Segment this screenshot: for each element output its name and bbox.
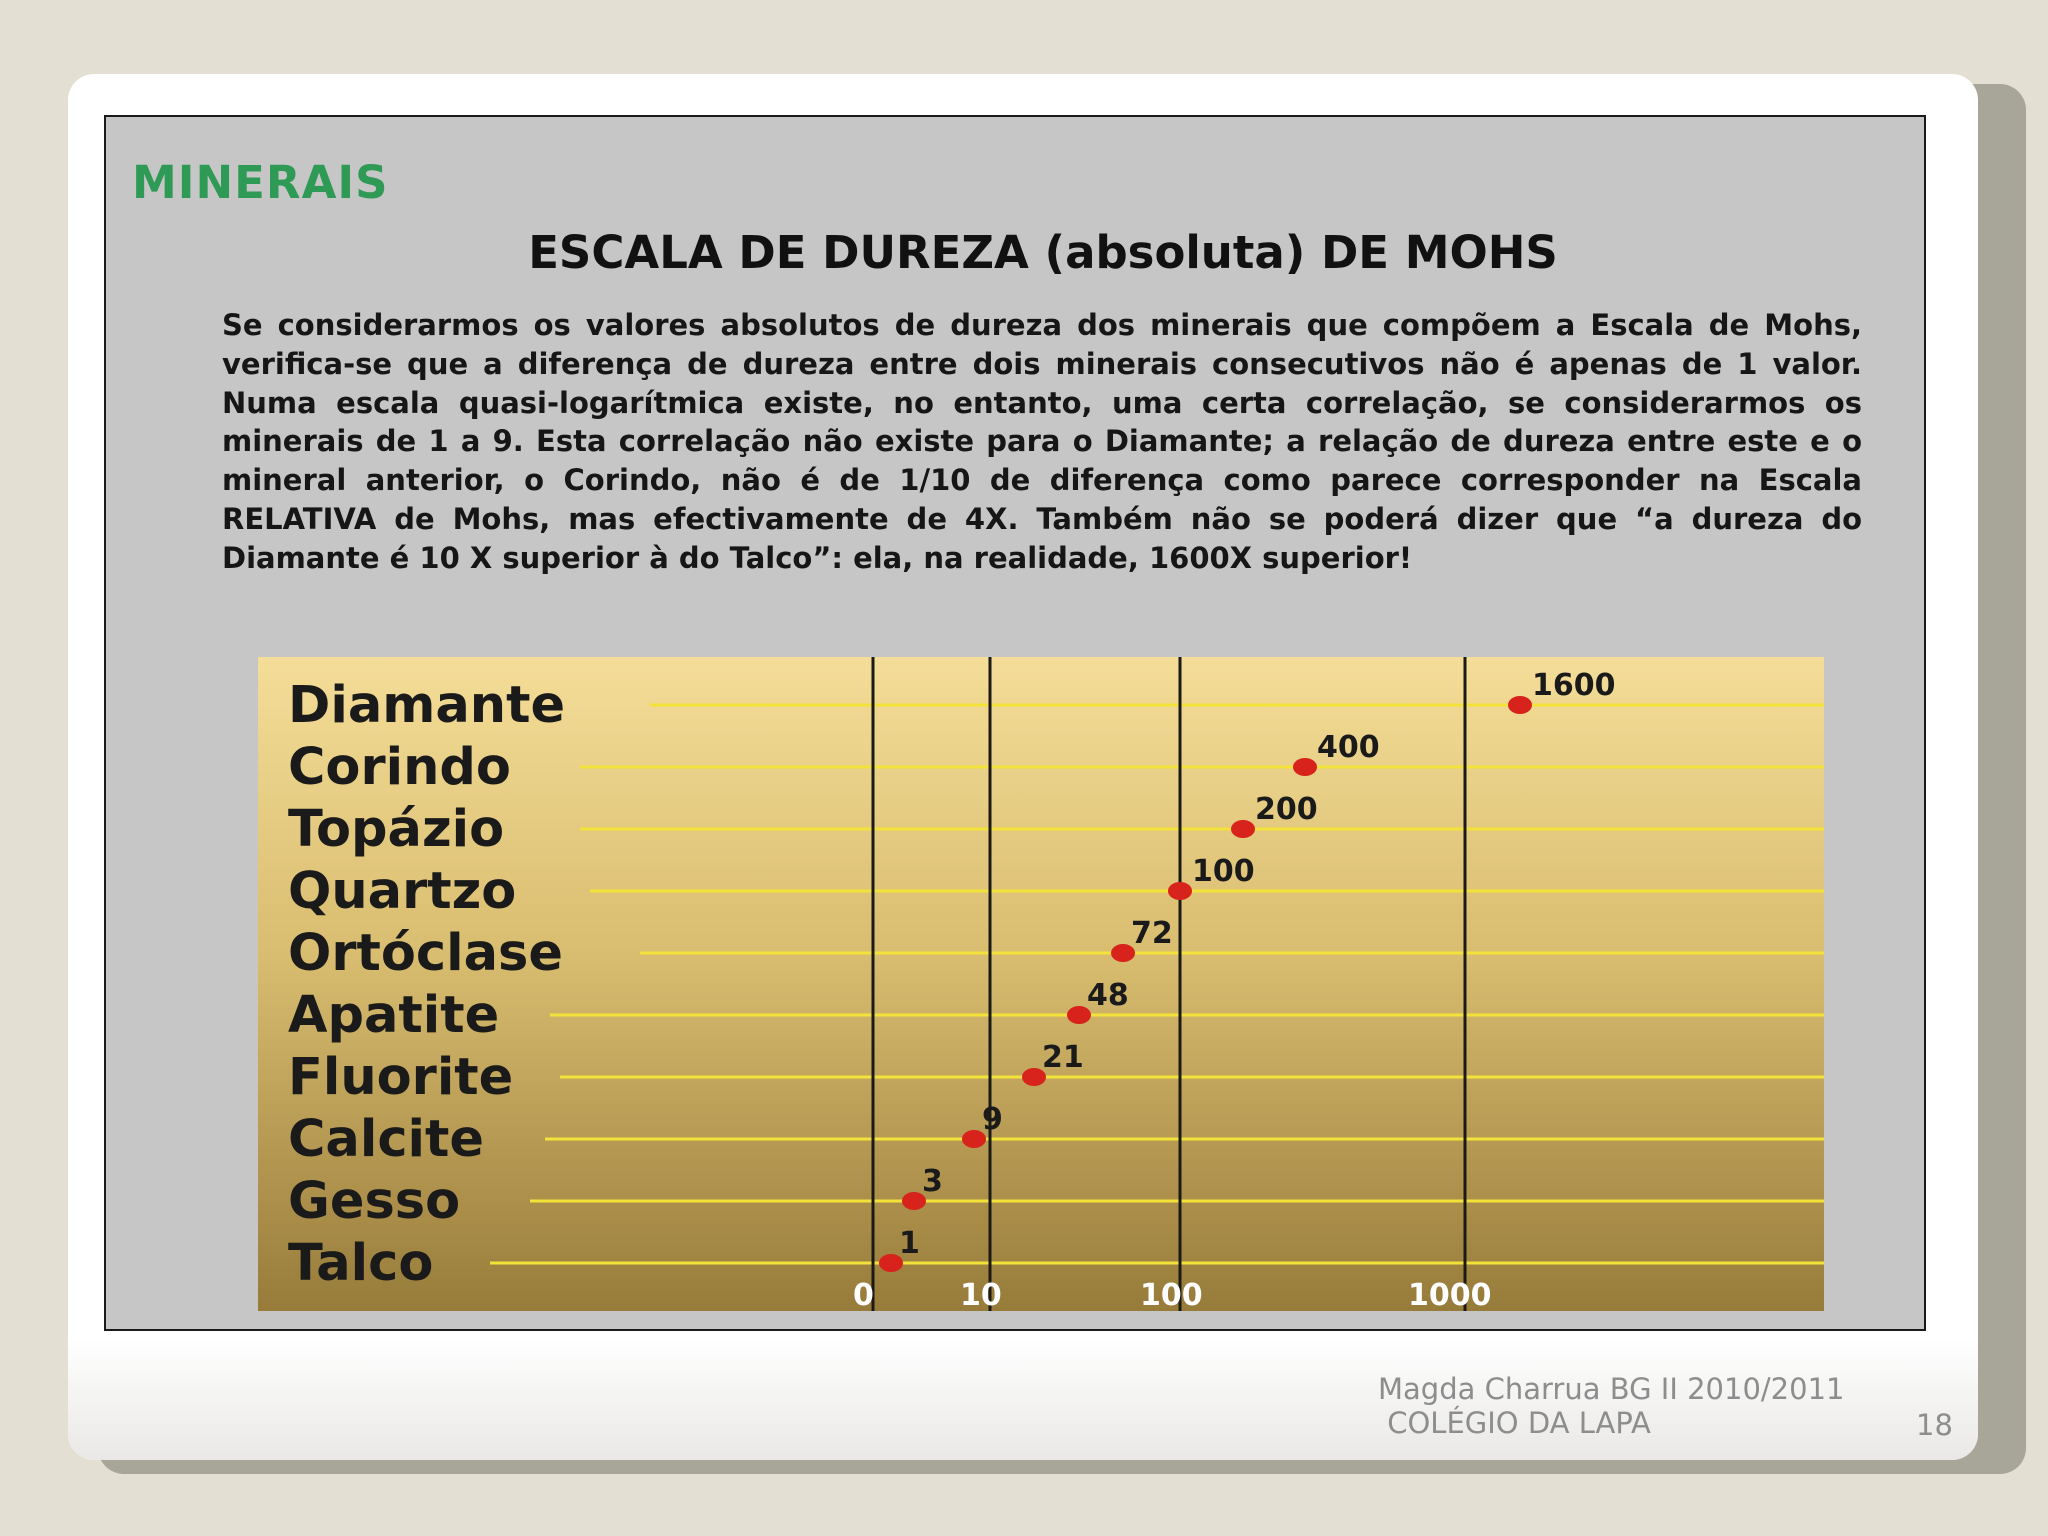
data-label: 1 bbox=[899, 1226, 920, 1261]
data-label: 72 bbox=[1131, 916, 1173, 951]
page-number: 18 bbox=[1916, 1408, 1953, 1442]
data-point bbox=[1231, 820, 1255, 838]
slide-title: ESCALA DE DUREZA (absoluta) DE MOHS bbox=[528, 226, 1558, 279]
x-tick-label: 0 bbox=[853, 1278, 874, 1311]
data-label: 100 bbox=[1192, 854, 1255, 889]
category-label: Quartzo bbox=[288, 862, 517, 921]
mohs-hardness-chart bbox=[258, 657, 1824, 1311]
category-label: Corindo bbox=[288, 738, 511, 797]
x-tick-label: 10 bbox=[960, 1278, 1002, 1311]
data-label: 48 bbox=[1087, 978, 1129, 1013]
footer-author: Magda Charrua BG II 2010/2011 bbox=[1378, 1372, 1845, 1406]
data-point bbox=[1168, 882, 1192, 900]
data-label: 200 bbox=[1255, 792, 1318, 827]
data-label: 400 bbox=[1317, 730, 1380, 765]
footer-school: COLÉGIO DA LAPA bbox=[1378, 1406, 1651, 1440]
data-label: 1600 bbox=[1532, 668, 1616, 703]
category-label: Calcite bbox=[288, 1110, 485, 1169]
category-label: Ortóclase bbox=[288, 924, 563, 983]
body-text: Se considerarmos os valores absolutos de dureza dos minerais que compõem a Escala de Mohs, verifica-se que a diferença de dureza entre dois minerais consecutivos não é apenas de 1 valor. Numa escala quasi-logarítmica existe, no entanto, uma certa correlação, se considerarmos os minerais de 1 a 9. Esta correlação não existe para o Diamante; a relação de dureza entre este e o mineral anterior, o Corindo, não é de 1/10 de diferença como parece corresponder na Escala RELATIVA de Mohs, mas efectivamente de 4X. Também não se poderá dizer que “a dureza do Diamante é 10 X superior à do Talco”: ela, na realidade, 1600X superior! bbox=[222, 308, 1862, 575]
category-label: Talco bbox=[288, 1234, 434, 1293]
data-label: 21 bbox=[1042, 1040, 1084, 1075]
x-tick-label: 1000 bbox=[1408, 1278, 1492, 1311]
x-tick-label: 100 bbox=[1140, 1278, 1203, 1311]
data-point bbox=[1508, 696, 1532, 714]
category-label: Fluorite bbox=[288, 1048, 514, 1107]
data-label: 9 bbox=[982, 1102, 1003, 1137]
category-label: Topázio bbox=[288, 800, 505, 859]
chart-svg bbox=[258, 657, 1824, 1311]
category-label: Gesso bbox=[288, 1172, 461, 1231]
section-title: MINERAIS bbox=[132, 156, 389, 209]
data-point bbox=[1293, 758, 1317, 776]
category-label: Apatite bbox=[288, 986, 500, 1045]
category-label: Diamante bbox=[288, 676, 566, 735]
data-label: 3 bbox=[922, 1164, 943, 1199]
